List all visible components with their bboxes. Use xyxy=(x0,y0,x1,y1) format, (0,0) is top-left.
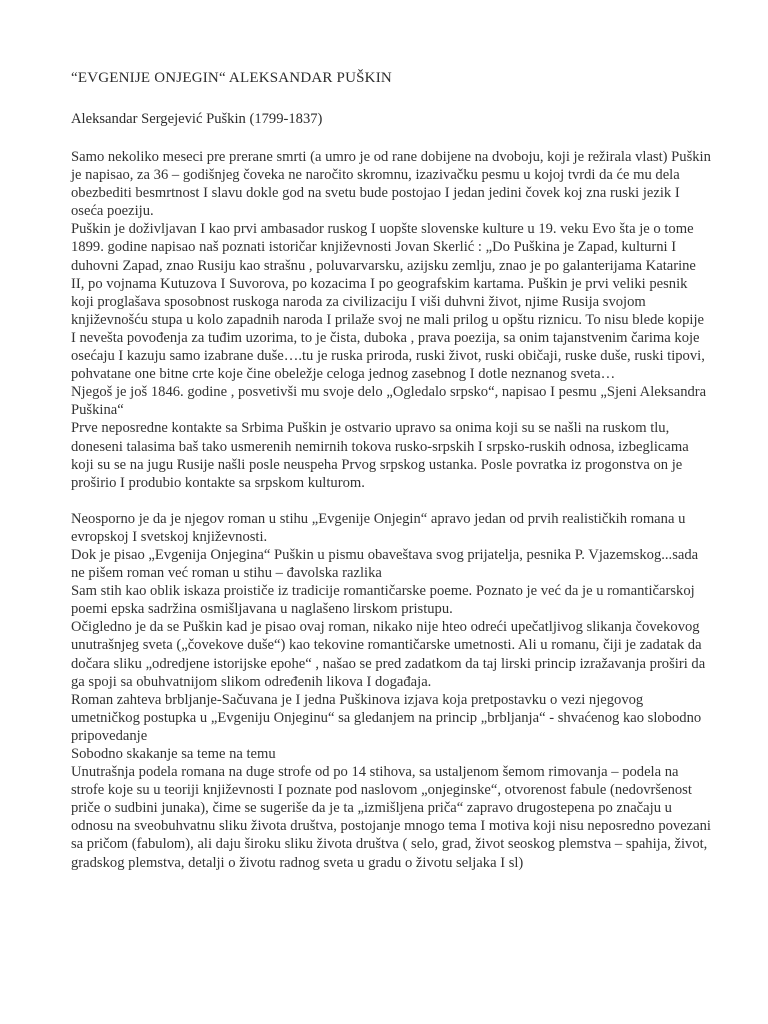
paragraph-10: Sobodno skakanje sa teme na temu xyxy=(71,746,276,762)
paragraph-spacer xyxy=(71,492,711,510)
paragraph-5: Neosporno je da je njegov roman u stihu „Evgenije Onjegin“ apravo jedan od prvih realističkih romana u evropskoj I svetskoj književnosti. xyxy=(71,510,686,545)
author-line: Aleksandar Sergejević Puškin (1799-1837) xyxy=(71,111,323,127)
document-body xyxy=(71,148,711,872)
paragraph-4: Prve neposredne kontakte sa Srbima Puškin je ostvario upravo sa onima koji su se našli na ruskom tlu, doneseni talasima baš tako usmerenih nemirnih tokova rusko-srpskih I srpsko-ruskih odnosa, izbeglicama koji su se na jugu Rusije našli posle neuspeha Prvog srpskog ustanka. Posle povratka iz progonstva on je proširio I produbio kontakte sa srpskom kulturom. xyxy=(71,420,689,491)
document-title: “EVGENIJE ONJEGIN“ ALEKSANDAR PUŠKIN xyxy=(71,70,392,86)
document-content xyxy=(71,68,711,871)
paragraph-1: Samo nekoliko meseci pre prerane smrti (a umro je od rane dobijene na dvoboju, koji je režirala vlast) Puškin je napisao, za 36 – godišnjeg čoveka ne naročito skromnu, izazivačku pesmu u kojoj tvrdi da će mu dela obezbediti besmrtnost I slavu dokle god na svetu bude postojao I jedan jedini čovek koj zna ruski jezik I oseća poeziju. xyxy=(71,149,711,220)
paragraph-6: Dok je pisao „Evgenija Onjegina“ Puškin u pismu obaveštava svog prijatelja, pesnika P. Vjazemskog...sada ne pišem roman već roman u stihu – đavolska razlika xyxy=(71,546,699,582)
paragraph-11: Unutrašnja podela romana na duge strofe od po 14 stihova, sa ustaljenom šemom rimovanja – podela na strofe koje su u teoriji književnosti I poznate pod naslovom „onjeginske“, otvorenost fabule (nedovršenost priče o sudbini junaka), čime se sugeriše da je ta „izmišljena priča“ zapravo drugostepena po značaju u odnosu na sveobuhvatnu sliku života društva, postojanje mnogo tema I motiva koji nisu neposredno povezani sa pričom (fabulom), ali daju široku sliku života društva ( selo, grad, život seoskog plemstva – spahija, život, gradskog plemstva, detalji o životu radnog sveta u gradu o životu seljaka I sl) xyxy=(71,764,711,871)
paragraph-3: Njegoš je još 1846. godine , posvetivši mu svoje delo „Ogledalo srpsko“, napisao I pesmu „Sjeni Aleksandra Puškina“ xyxy=(71,384,707,419)
paragraph-9: Roman zahteva brbljanje-Sačuvana je I jedna Puškinova izjava koja pretpostavku o vezi njegovog umetničkog postupka u „Evgeniju Onjeginu“ sa gledanjem na princip „brbljanja“ - shvaćenog kao slobodno pripovedanje xyxy=(71,691,702,744)
paragraph-7: Sam stih kao oblik iskaza proističe iz tradicije romantičarske poeme. Poznato je već da je u romantičarskoj poemi epska sadržina osmišljavana u naglašeno lirskom pristupu. xyxy=(71,583,695,618)
paragraph-2: Puškin je doživljavan I kao prvi ambasador ruskog I uopšte slovenske kulture u 19. veku Evo šta je o tome 1899. godine napisao naš poznati istoričar književnosti Jovan Skerlić : „Do Puškina je Zapad, kulturni I duhovni Zapad, znao Rusiju kao strašnu , poluvarvarsku, azijsku zemlju, znao je po galanterijama Katarine II, po vojnama Kutuzova I Suvorova, po kozacima I po geografskim kartama. Puškin je prvi veliki pesnik koji proglašava sposobnost ruskoga naroda za civilizaciju I viši duhvni život, njime Rusija svojom književnošću stupa u kolo zapadnih naroda I prilaže svoj ne mali prilog u opštu riznicu. To nisu blede kopije I nevešta povođenja za tuđim uzorima, to je čista, duboka , prava poezija, sa onim tajanstvenim čarima koje osećaju I kazuju samo izabrane duše….tu je ruska priroda, ruski život, ruski običaji, ruske duše, ruski tipovi, pohvatane one bitne crte koje čine obeležje celoga jednog zasebnog I dotle neznanog sveta… xyxy=(71,221,705,383)
paragraph-8: Očigledno je da se Puškin kad je pisao ovaj roman, nikako nije hteo odreći upečatljivog slikanja čovekovog unutrašnjeg sveta („čovekove duše“) kao tekovine romantičarske umetnosti. Ali u romanu, čiji je zadatak da dočara sliku „odredjene istorijske epohe“ , našao se pred zadatkom da taj lirski princip izražavanja proširi da ga spoji sa obuhvatnijom slikom određenih likova I događaja. xyxy=(71,619,706,690)
